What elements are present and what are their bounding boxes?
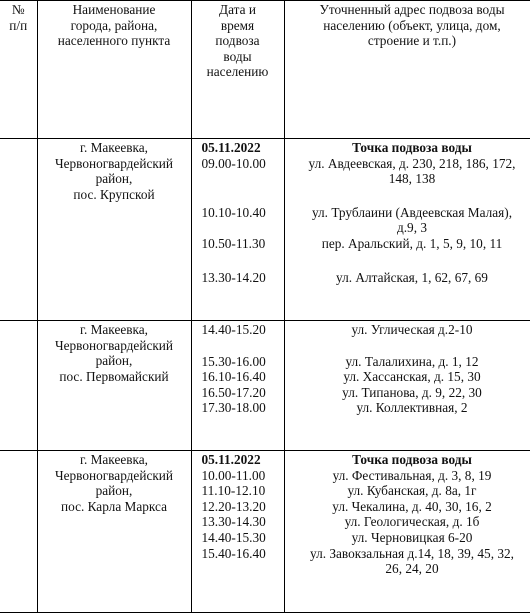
location-cell: г. Макеевка, Червоногвардейский район, пос. Крупской (37, 139, 191, 321)
delivery-date: 05.11.2022 (202, 140, 284, 156)
address-cell: Точка подвоза воды ул. Авдеевская, д. 230, 218, 186, 172, 148, 138 ул. Трублаини (Авдеевская Малая), д.9, 3 пер. Аральский, д. 1, 5, 9, 10, 11 ул. Алтайская, 1, 62, 67, 69 (284, 139, 530, 321)
location-cell: г. Макеевка, Червоногвардейский район, пос. Первомайский (37, 321, 191, 451)
table-row (0, 451, 530, 613)
location-cell: г. Макеевка, Червоногвардейский район, пос. Карла Маркса (37, 451, 191, 613)
row-number-cell (0, 139, 37, 321)
row-number-cell (0, 321, 37, 451)
row-number-cell (0, 451, 37, 613)
header-location: Наименование города, района, населенного пункта (37, 1, 191, 139)
header-number: № п/п (0, 1, 37, 139)
table-row (0, 321, 530, 451)
table-header-row (0, 1, 530, 139)
point-title: Точка подвоза воды (285, 452, 530, 468)
address-cell: ул. Углическая д.2-10 ул. Талалихина, д. 1, 12 ул. Хассанская, д. 15, 30 ул. Типанова, д. 9, 22, 30 ул. Коллективная, 2 (284, 321, 530, 451)
header-address: Уточненный адрес подвоза воды населению (объект, улица, дом, строение и т.п.) (284, 1, 530, 139)
time-cell: 14.40-15.20 15.30-16.00 16.10-16.40 16.50-17.20 17.30-18.00 (191, 321, 284, 451)
header-datetime: Дата и время подвоза воды населению (191, 1, 284, 139)
table-row (0, 139, 530, 321)
time-cell: 05.11.2022 10.00-11.00 11.10-12.10 12.20-13.20 13.30-14.30 14.40-15.30 15.40-16.40 (191, 451, 284, 613)
time-cell: 05.11.2022 09.00-10.00 10.10-10.40 10.50-11.30 13.30-14.20 (191, 139, 284, 321)
address-cell: Точка подвоза воды ул. Фестивальная, д. 3, 8, 19 ул. Кубанская, д. 8а, 1г ул. Чекалина, д. 40, 30, 16, 2 ул. Геологическая, д. 1б ул. Черновицкая 6-20 ул. Завокзальная д.14, 18, 39, 45, 32, 26, 24, 20 (284, 451, 530, 613)
delivery-date: 05.11.2022 (202, 452, 284, 468)
point-title: Точка подвоза воды (285, 140, 530, 156)
